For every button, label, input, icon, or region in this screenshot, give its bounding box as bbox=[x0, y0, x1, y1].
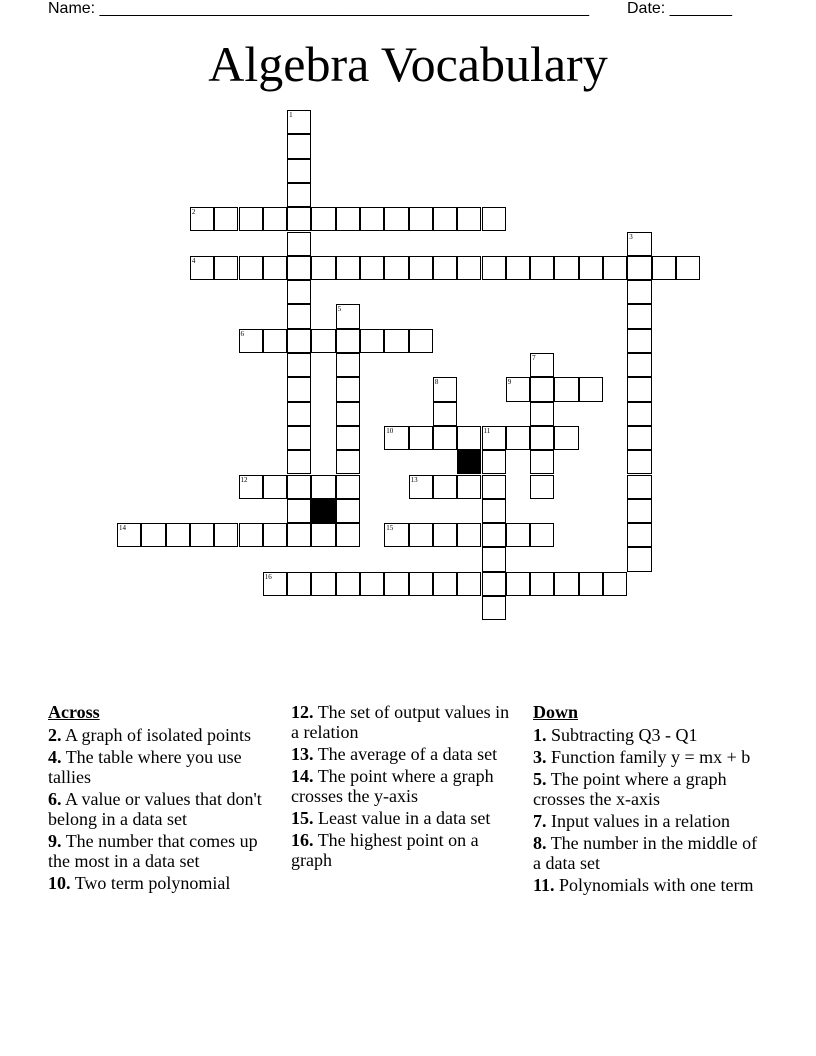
grid-cell[interactable] bbox=[627, 499, 651, 523]
grid-cell[interactable] bbox=[627, 450, 651, 474]
grid-cell[interactable] bbox=[409, 426, 433, 450]
clue-across-14 bbox=[291, 766, 516, 806]
grid-cell[interactable] bbox=[287, 475, 311, 499]
cell-number: 3 bbox=[629, 232, 633, 241]
grid-cell[interactable] bbox=[409, 207, 433, 231]
clue-across-4 bbox=[48, 747, 273, 787]
clue-text: A value or values that don't belong in a data set bbox=[48, 789, 262, 829]
cell-number: 10 bbox=[386, 426, 394, 435]
clue-text: Function family y = mx + b bbox=[551, 747, 751, 767]
cell-number: 13 bbox=[410, 475, 418, 484]
grid-cell[interactable] bbox=[384, 256, 408, 280]
clue-text: The number in the middle of a data set bbox=[533, 833, 758, 873]
clue-text: Input values in a relation bbox=[551, 811, 730, 831]
grid-cell[interactable] bbox=[433, 256, 457, 280]
grid-cell[interactable] bbox=[239, 475, 263, 499]
grid-cell[interactable] bbox=[482, 523, 506, 547]
grid-cell[interactable] bbox=[287, 402, 311, 426]
clue-text: Two term polynomial bbox=[74, 873, 231, 893]
grid-cell[interactable] bbox=[409, 329, 433, 353]
grid-cell[interactable] bbox=[530, 402, 554, 426]
grid-cell[interactable] bbox=[287, 426, 311, 450]
clue-text: A graph of isolated points bbox=[65, 725, 251, 745]
clue-number: 9. bbox=[48, 831, 62, 851]
grid-cell[interactable] bbox=[336, 329, 360, 353]
grid-cell[interactable] bbox=[384, 523, 408, 547]
grid-cell[interactable] bbox=[627, 426, 651, 450]
grid-cell[interactable] bbox=[627, 304, 651, 328]
clue-text: The set of output values in a relation bbox=[291, 702, 510, 742]
grid-cell[interactable] bbox=[433, 523, 457, 547]
name-field-label[interactable]: Name: _______________________________________________________ bbox=[48, 0, 589, 17]
grid-cell[interactable] bbox=[482, 475, 506, 499]
grid-cell[interactable] bbox=[603, 572, 627, 596]
grid-cell[interactable] bbox=[360, 329, 384, 353]
grid-cell[interactable] bbox=[287, 280, 311, 304]
grid-cell[interactable] bbox=[336, 402, 360, 426]
grid-cell[interactable] bbox=[652, 256, 676, 280]
grid-cell[interactable] bbox=[336, 377, 360, 401]
grid-cell[interactable] bbox=[554, 377, 578, 401]
grid-cell[interactable] bbox=[287, 450, 311, 474]
grid-cell[interactable] bbox=[239, 329, 263, 353]
grid-cell[interactable] bbox=[457, 256, 481, 280]
grid-cell[interactable] bbox=[482, 596, 506, 620]
clue-number: 14. bbox=[291, 766, 314, 786]
grid-cell[interactable] bbox=[360, 572, 384, 596]
clue-across-13 bbox=[291, 744, 516, 764]
clue-number: 8. bbox=[533, 833, 547, 853]
grid-cell[interactable] bbox=[336, 475, 360, 499]
clue-text: The highest point on a graph bbox=[291, 830, 479, 870]
cell-number: 8 bbox=[434, 378, 439, 387]
grid-cell[interactable] bbox=[482, 499, 506, 523]
clue-text: The point where a graph crosses the x-axis bbox=[533, 769, 727, 809]
grid-cell[interactable] bbox=[457, 523, 481, 547]
grid-cell[interactable] bbox=[457, 475, 481, 499]
grid-cell[interactable] bbox=[336, 572, 360, 596]
clue-text: The average of a data set bbox=[317, 744, 498, 764]
clue-down-3 bbox=[533, 747, 763, 767]
grid-cell[interactable] bbox=[214, 523, 238, 547]
grid-cell[interactable] bbox=[263, 572, 287, 596]
cell-number: 12 bbox=[240, 475, 248, 484]
grid-cell[interactable] bbox=[506, 256, 530, 280]
down-heading: Down bbox=[533, 702, 579, 722]
clue-text: The number that comes up the most in a data set bbox=[48, 831, 258, 871]
grid-cell[interactable] bbox=[117, 523, 141, 547]
grid-block bbox=[311, 499, 335, 523]
clue-across-16 bbox=[291, 830, 516, 870]
grid-cell[interactable] bbox=[336, 256, 360, 280]
grid-cell[interactable] bbox=[627, 377, 651, 401]
grid-cell[interactable] bbox=[530, 377, 554, 401]
grid-cell[interactable] bbox=[360, 256, 384, 280]
grid-cell[interactable] bbox=[482, 256, 506, 280]
clue-across-6 bbox=[48, 789, 273, 829]
clue-number: 7. bbox=[533, 811, 547, 831]
grid-cell[interactable] bbox=[457, 207, 481, 231]
cell-number: 4 bbox=[191, 256, 196, 265]
cell-number: 16 bbox=[264, 572, 272, 581]
grid-cell[interactable] bbox=[579, 377, 603, 401]
grid-cell[interactable] bbox=[530, 572, 554, 596]
grid-cell[interactable] bbox=[336, 499, 360, 523]
grid-cell[interactable] bbox=[311, 523, 335, 547]
clue-across-2 bbox=[48, 725, 273, 745]
grid-cell[interactable] bbox=[336, 304, 360, 328]
clue-text: The table where you use tallies bbox=[48, 747, 242, 787]
clue-down-7 bbox=[533, 811, 763, 831]
grid-cell[interactable] bbox=[287, 329, 311, 353]
grid-cell[interactable] bbox=[506, 572, 530, 596]
grid-cell[interactable] bbox=[433, 207, 457, 231]
clue-number: 12. bbox=[291, 702, 314, 722]
grid-cell[interactable] bbox=[409, 475, 433, 499]
grid-cell[interactable] bbox=[141, 523, 165, 547]
grid-cell[interactable] bbox=[433, 572, 457, 596]
grid-cell[interactable] bbox=[263, 329, 287, 353]
grid-cell[interactable] bbox=[190, 207, 214, 231]
grid-cell[interactable] bbox=[336, 353, 360, 377]
clue-column-down bbox=[533, 702, 763, 897]
clue-number: 6. bbox=[48, 789, 62, 809]
grid-cell[interactable] bbox=[554, 256, 578, 280]
grid-cell[interactable] bbox=[433, 426, 457, 450]
clue-text: Least value in a data set bbox=[318, 808, 491, 828]
across-heading: Across bbox=[48, 702, 100, 722]
clue-column-across bbox=[48, 702, 273, 895]
grid-cell[interactable] bbox=[336, 450, 360, 474]
clue-number: 1. bbox=[533, 725, 547, 745]
grid-cell[interactable] bbox=[482, 450, 506, 474]
grid-cell[interactable] bbox=[263, 523, 287, 547]
page-title: Algebra Vocabulary bbox=[208, 36, 608, 92]
grid-cell[interactable] bbox=[287, 183, 311, 207]
grid-cell[interactable] bbox=[214, 207, 238, 231]
grid-cell[interactable] bbox=[311, 256, 335, 280]
grid-cell[interactable] bbox=[336, 207, 360, 231]
grid-cell[interactable] bbox=[482, 547, 506, 571]
grid-cell[interactable] bbox=[457, 572, 481, 596]
grid-cell[interactable] bbox=[530, 523, 554, 547]
grid-block bbox=[457, 450, 481, 474]
grid-cell[interactable] bbox=[214, 256, 238, 280]
grid-cell[interactable] bbox=[530, 475, 554, 499]
grid-cell[interactable] bbox=[627, 547, 651, 571]
cell-number: 5 bbox=[337, 305, 342, 314]
grid-cell[interactable] bbox=[287, 377, 311, 401]
clue-number: 15. bbox=[291, 808, 314, 828]
grid-cell[interactable] bbox=[433, 377, 457, 401]
grid-cell[interactable] bbox=[311, 207, 335, 231]
grid-cell[interactable] bbox=[263, 475, 287, 499]
clue-text: The point where a graph crosses the y-axis bbox=[291, 766, 494, 806]
cell-number: 2 bbox=[191, 208, 196, 217]
clue-number: 4. bbox=[48, 747, 62, 767]
grid-cell[interactable] bbox=[554, 426, 578, 450]
grid-cell[interactable] bbox=[287, 304, 311, 328]
grid-cell[interactable] bbox=[239, 523, 263, 547]
grid-cell[interactable] bbox=[409, 256, 433, 280]
clue-number: 5. bbox=[533, 769, 547, 789]
grid-cell[interactable] bbox=[482, 207, 506, 231]
grid-cell[interactable] bbox=[530, 426, 554, 450]
grid-cell[interactable] bbox=[530, 256, 554, 280]
grid-cell[interactable] bbox=[433, 475, 457, 499]
clue-number: 11. bbox=[533, 875, 555, 895]
grid-cell[interactable] bbox=[530, 450, 554, 474]
cell-number: 9 bbox=[507, 378, 512, 387]
grid-cell[interactable] bbox=[287, 353, 311, 377]
grid-cell[interactable] bbox=[457, 426, 481, 450]
date-field-label[interactable]: Date: _______ bbox=[627, 0, 732, 17]
grid-cell[interactable] bbox=[287, 232, 311, 256]
cell-number: 11 bbox=[483, 426, 491, 435]
grid-cell[interactable] bbox=[627, 402, 651, 426]
cell-number: 14 bbox=[119, 524, 126, 533]
grid-cell[interactable] bbox=[360, 207, 384, 231]
cell-number: 7 bbox=[532, 354, 536, 362]
grid-cell[interactable] bbox=[287, 159, 311, 183]
clue-down-1 bbox=[533, 725, 763, 745]
clue-number: 2. bbox=[48, 725, 62, 745]
clue-number: 3. bbox=[533, 747, 547, 767]
grid-cell[interactable] bbox=[627, 232, 651, 256]
grid-cell[interactable] bbox=[409, 523, 433, 547]
grid-cell[interactable] bbox=[482, 426, 506, 450]
clue-down-5 bbox=[533, 769, 763, 809]
grid-cell[interactable] bbox=[190, 256, 214, 280]
grid-cell[interactable] bbox=[263, 256, 287, 280]
grid-cell[interactable] bbox=[433, 402, 457, 426]
grid-cell[interactable] bbox=[336, 523, 360, 547]
grid-cell[interactable] bbox=[239, 256, 263, 280]
grid-cell[interactable] bbox=[627, 280, 651, 304]
grid-cell[interactable] bbox=[287, 207, 311, 231]
clue-text: Polynomials with one term bbox=[559, 875, 754, 895]
grid-cell[interactable] bbox=[409, 572, 433, 596]
grid-cell[interactable] bbox=[627, 329, 651, 353]
clue-text: Subtracting Q3 - Q1 bbox=[551, 725, 698, 745]
grid-cell[interactable] bbox=[554, 572, 578, 596]
grid-cell[interactable] bbox=[627, 475, 651, 499]
grid-cell[interactable] bbox=[530, 353, 554, 377]
clue-number: 13. bbox=[291, 744, 314, 764]
grid-cell[interactable] bbox=[287, 110, 311, 134]
grid-cell[interactable] bbox=[627, 523, 651, 547]
grid-cell[interactable] bbox=[482, 572, 506, 596]
cell-number: 15 bbox=[386, 524, 394, 533]
cell-number: 6 bbox=[240, 329, 244, 338]
clue-column-across-continued bbox=[291, 702, 516, 872]
grid-cell[interactable] bbox=[384, 572, 408, 596]
grid-cell[interactable] bbox=[190, 523, 214, 547]
clue-across-12 bbox=[291, 702, 516, 742]
grid-cell[interactable] bbox=[579, 256, 603, 280]
clue-down-11 bbox=[533, 875, 763, 895]
grid-cell[interactable] bbox=[627, 256, 651, 280]
grid-cell[interactable] bbox=[287, 572, 311, 596]
grid-cell[interactable] bbox=[311, 475, 335, 499]
clue-across-9 bbox=[48, 831, 273, 871]
grid-cell[interactable] bbox=[287, 256, 311, 280]
grid-cell[interactable] bbox=[506, 523, 530, 547]
grid-cell[interactable] bbox=[287, 134, 311, 158]
grid-cell[interactable] bbox=[311, 572, 335, 596]
grid-cell[interactable] bbox=[384, 207, 408, 231]
grid-cell[interactable] bbox=[506, 426, 530, 450]
grid-cell[interactable] bbox=[506, 377, 530, 401]
grid-cell[interactable] bbox=[263, 207, 287, 231]
clue-number: 16. bbox=[291, 830, 314, 850]
clue-across-10 bbox=[48, 873, 273, 893]
grid-cell[interactable] bbox=[239, 207, 263, 231]
grid-cell[interactable] bbox=[579, 572, 603, 596]
grid-cell[interactable] bbox=[603, 256, 627, 280]
grid-cell[interactable] bbox=[384, 426, 408, 450]
grid-cell[interactable] bbox=[676, 256, 700, 280]
grid-cell[interactable] bbox=[166, 523, 190, 547]
clue-number: 10. bbox=[48, 873, 71, 893]
grid-cell[interactable] bbox=[287, 523, 311, 547]
grid-cell[interactable] bbox=[336, 426, 360, 450]
grid-cell[interactable] bbox=[287, 499, 311, 523]
cell-number: 1 bbox=[289, 111, 293, 119]
grid-cell[interactable] bbox=[311, 329, 335, 353]
clue-down-8 bbox=[533, 833, 763, 873]
grid-cell[interactable] bbox=[627, 353, 651, 377]
grid-cell[interactable] bbox=[384, 329, 408, 353]
clue-across-15 bbox=[291, 808, 516, 828]
